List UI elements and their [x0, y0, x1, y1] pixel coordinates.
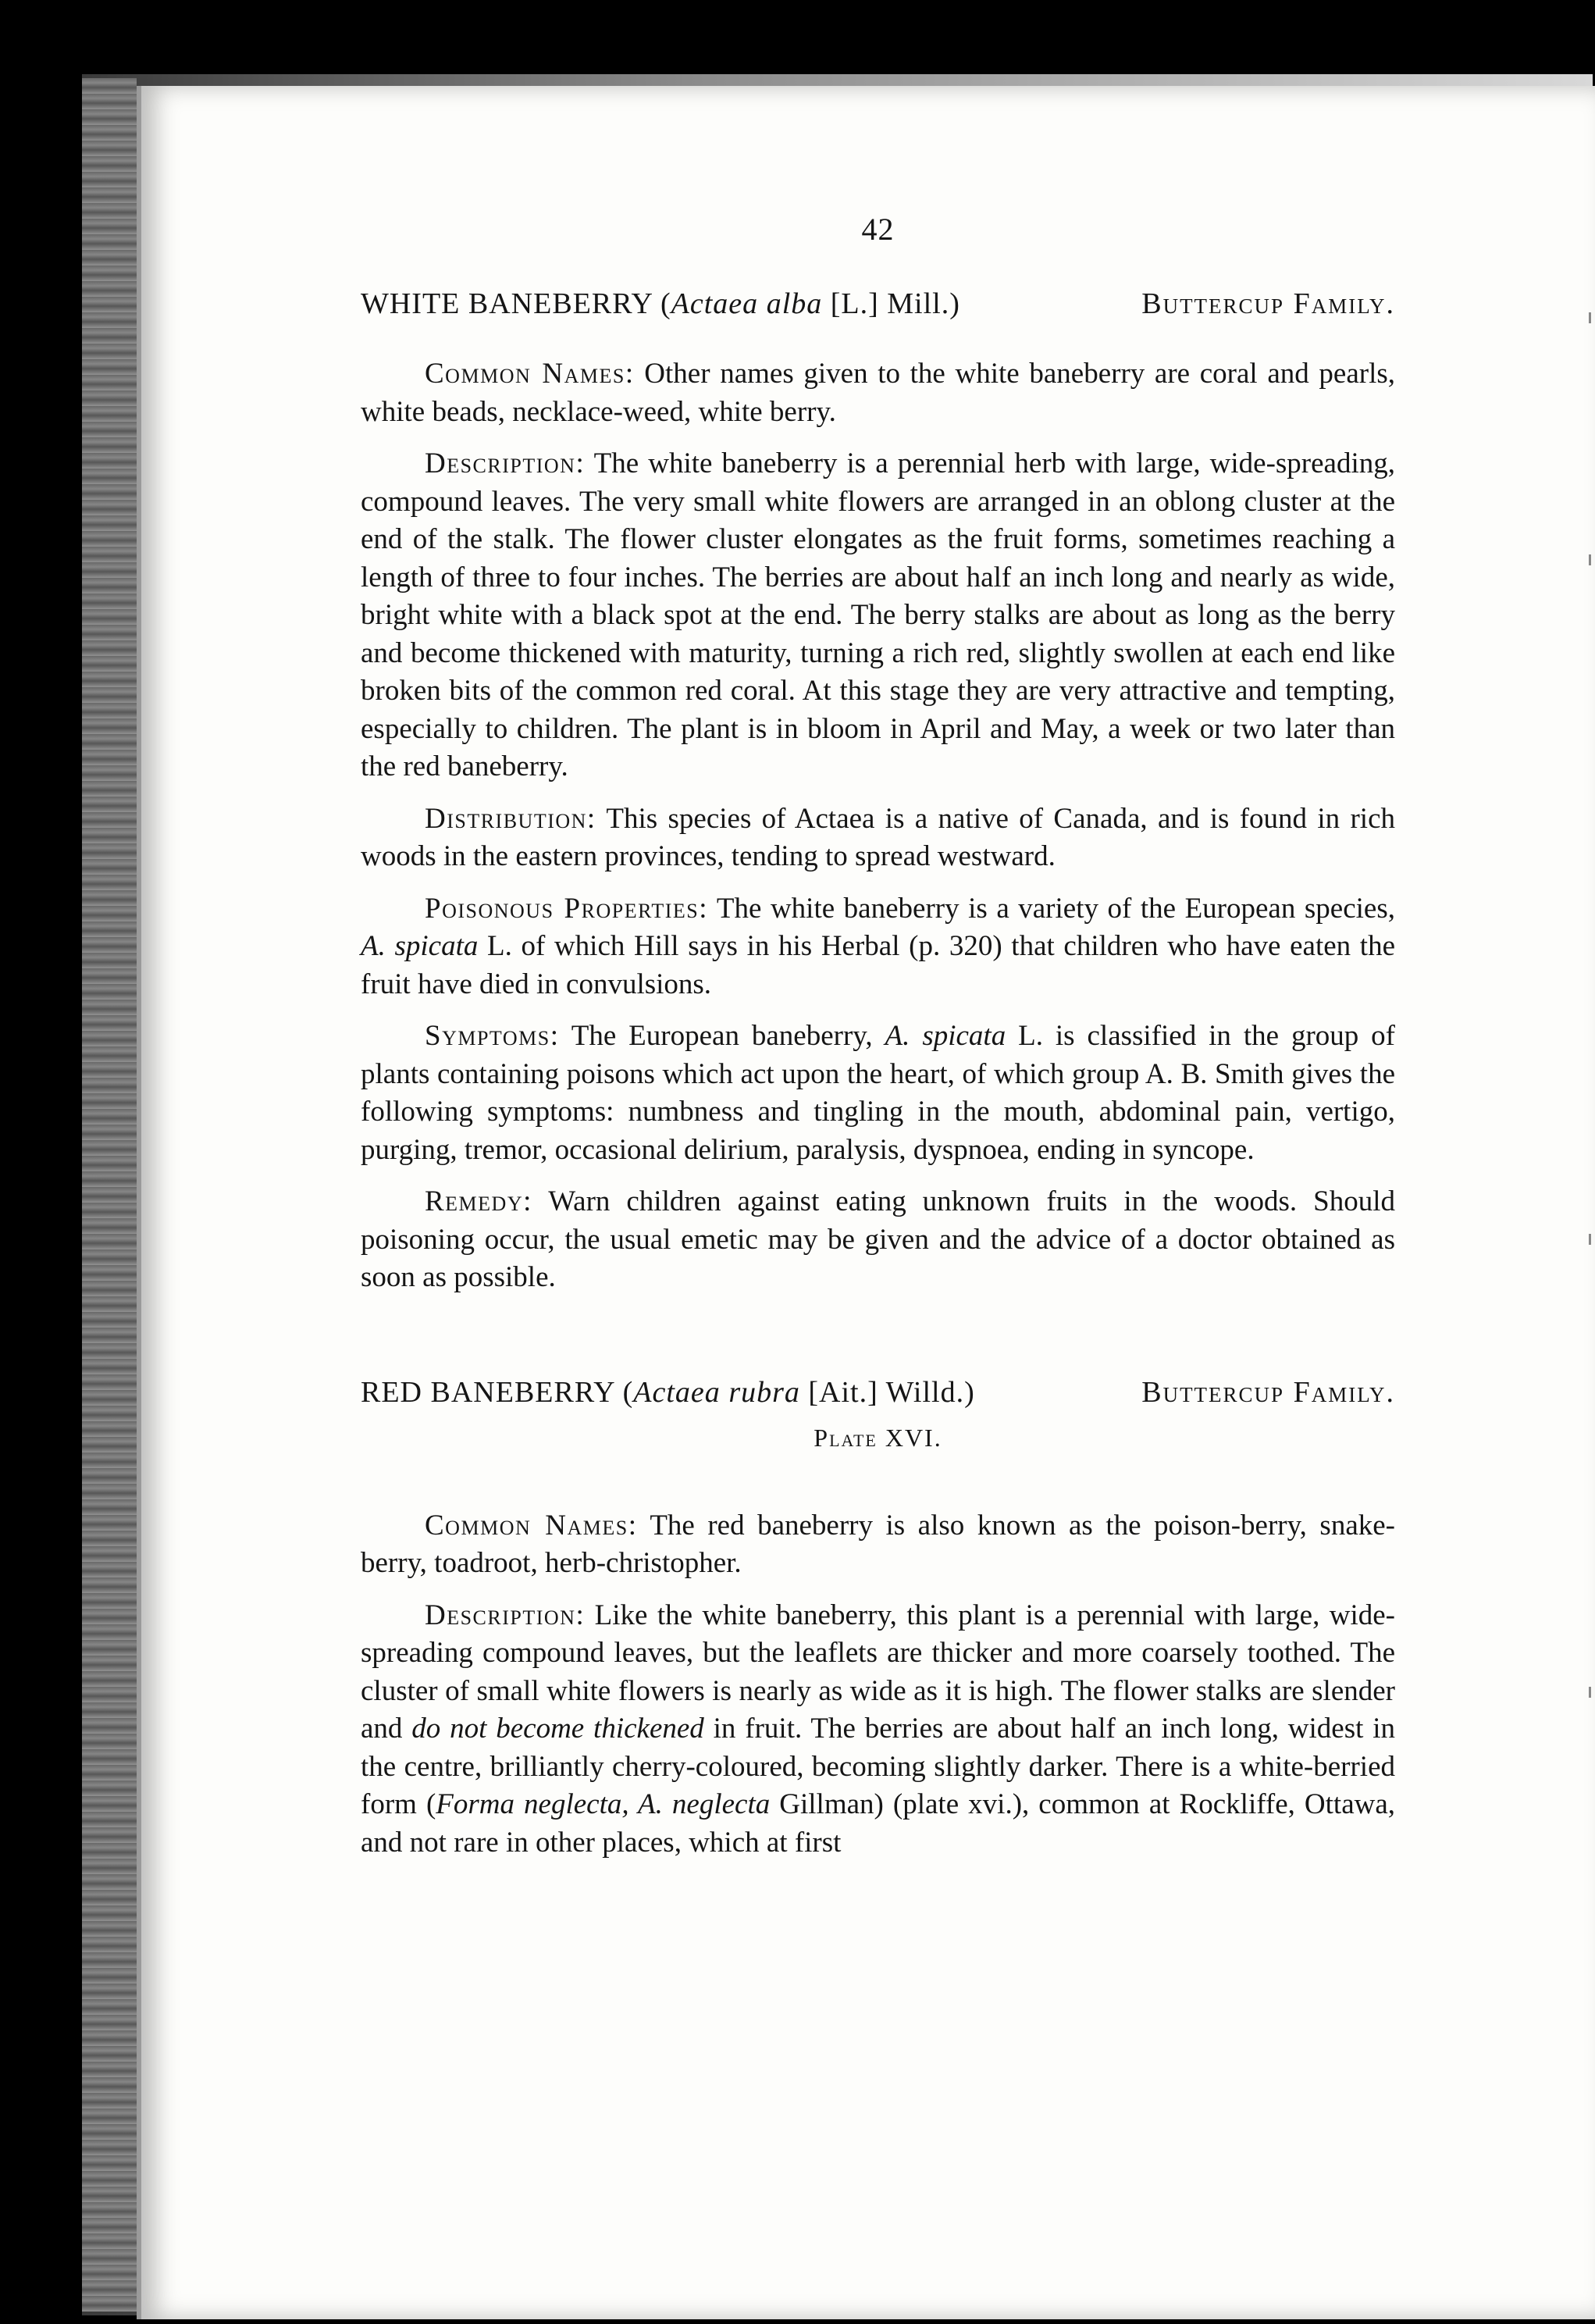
paragraph-label: Common Names:	[425, 1509, 638, 1542]
paragraph-poisonous-properties: Poisonous Properties: The white baneberry is a variety of the European species, A. spicata L. of which Hill says in his Herbal (p. 320) that children who have eaten the fruit have died in convulsions.	[361, 892, 1395, 1000]
heading-scientific-name: (Actaea rubra [Ait.] Willd.)	[622, 1375, 975, 1409]
paragraph-label: Remedy:	[425, 1185, 532, 1217]
page-content	[361, 211, 1395, 1876]
heading-scientific-name: (Actaea alba [L.] Mill.)	[660, 287, 960, 320]
paragraph-label: Common Names:	[425, 358, 635, 390]
paragraph-label: Description:	[425, 447, 586, 479]
section-heading-white-baneberry	[361, 287, 1395, 321]
page-edge-stack	[82, 78, 137, 2312]
heading-family: Buttercup Family.	[1141, 1375, 1395, 1409]
paragraph-description: Description: Like the white baneberry, this plant is a perennial with large, wide-spreading compound leaves, but the leaflets are thicker and more coarsely toothed. The cluster of small white flowers is nearly as wide as it is high. The flower stalks are slender and do not become thickened in fruit. The berries are about half an inch long, widest in the centre, brilliantly cherry-coloured, becoming slightly darker. There is a white-berried form (Forma neglecta, A. neglecta Gillman) (plate xvi.), common at Rockliffe, Ottawa, and not rare in other places, which at first	[361, 1599, 1396, 1859]
paragraph-label: Poisonous Properties:	[425, 892, 709, 925]
paragraph-description: Description: The white baneberry is a perennial herb with large, wide-spreading, compound leaves. The very small white flowers are arranged in an oblong cluster at the end of the stalk. The flower cluster elongates as the fruit forms, sometimes reaching a length of three to four inches. The berries are about half an inch long and nearly as wide, bright white with a black spot at the end. The berry stalks are about as long as the berry and become thickened with maturity, turning a rich red, slightly swollen at each end like broken bits of the common red coral. At this stage they are very attractive and tempting, especially to children. The plant is in bloom in April and May, a week or two later than the red baneberry.	[361, 447, 1395, 782]
right-edge-marks	[1589, 312, 1595, 2030]
page-number: 42	[861, 212, 895, 247]
heading-common-name: WHITE BANEBERRY (Actaea alba [L.] Mill.)	[361, 287, 960, 320]
paragraph-label: Symptoms:	[425, 1020, 560, 1052]
paragraph-label: Description:	[425, 1599, 586, 1631]
paragraph-common-names: Common Names: Other names given to the white baneberry are coral and pearls, white beads, necklace-weed, white berry.	[361, 358, 1395, 428]
paragraph-label: Distribution:	[425, 802, 596, 835]
paragraph-symptoms: Symptoms: The European baneberry, A. spicata L. is classified in the group of plants containing poisons which act upon the heart, of which group A. B. Smith gives the following symptoms: numbness and tingling in the mouth, abdominal pain, vertigo, purging, tremor, occasional delirium, paralysis, dyspnoea, ending in syncope.	[361, 1020, 1395, 1166]
heading-family: Buttercup Family.	[1141, 287, 1395, 320]
section-heading-red-baneberry	[361, 1375, 1395, 1410]
heading-common-name: RED BANEBERRY (Actaea rubra [Ait.] Willd.)	[361, 1375, 975, 1409]
paragraph-common-names: Common Names: The red baneberry is also known as the poison-berry, snake-berry, toadroot, herb-christopher.	[361, 1509, 1395, 1579]
paragraph-distribution: Distribution: This species of Actaea is a native of Canada, and is found in rich woods in the eastern provinces, tending to spread westward.	[361, 802, 1395, 872]
plate-reference: Plate XVI.	[814, 1423, 942, 1452]
paragraph-remedy: Remedy: Warn children against eating unknown fruits in the woods. Should poisoning occur, the usual emetic may be given and the advice of a doctor obtained as soon as possible.	[361, 1185, 1395, 1293]
